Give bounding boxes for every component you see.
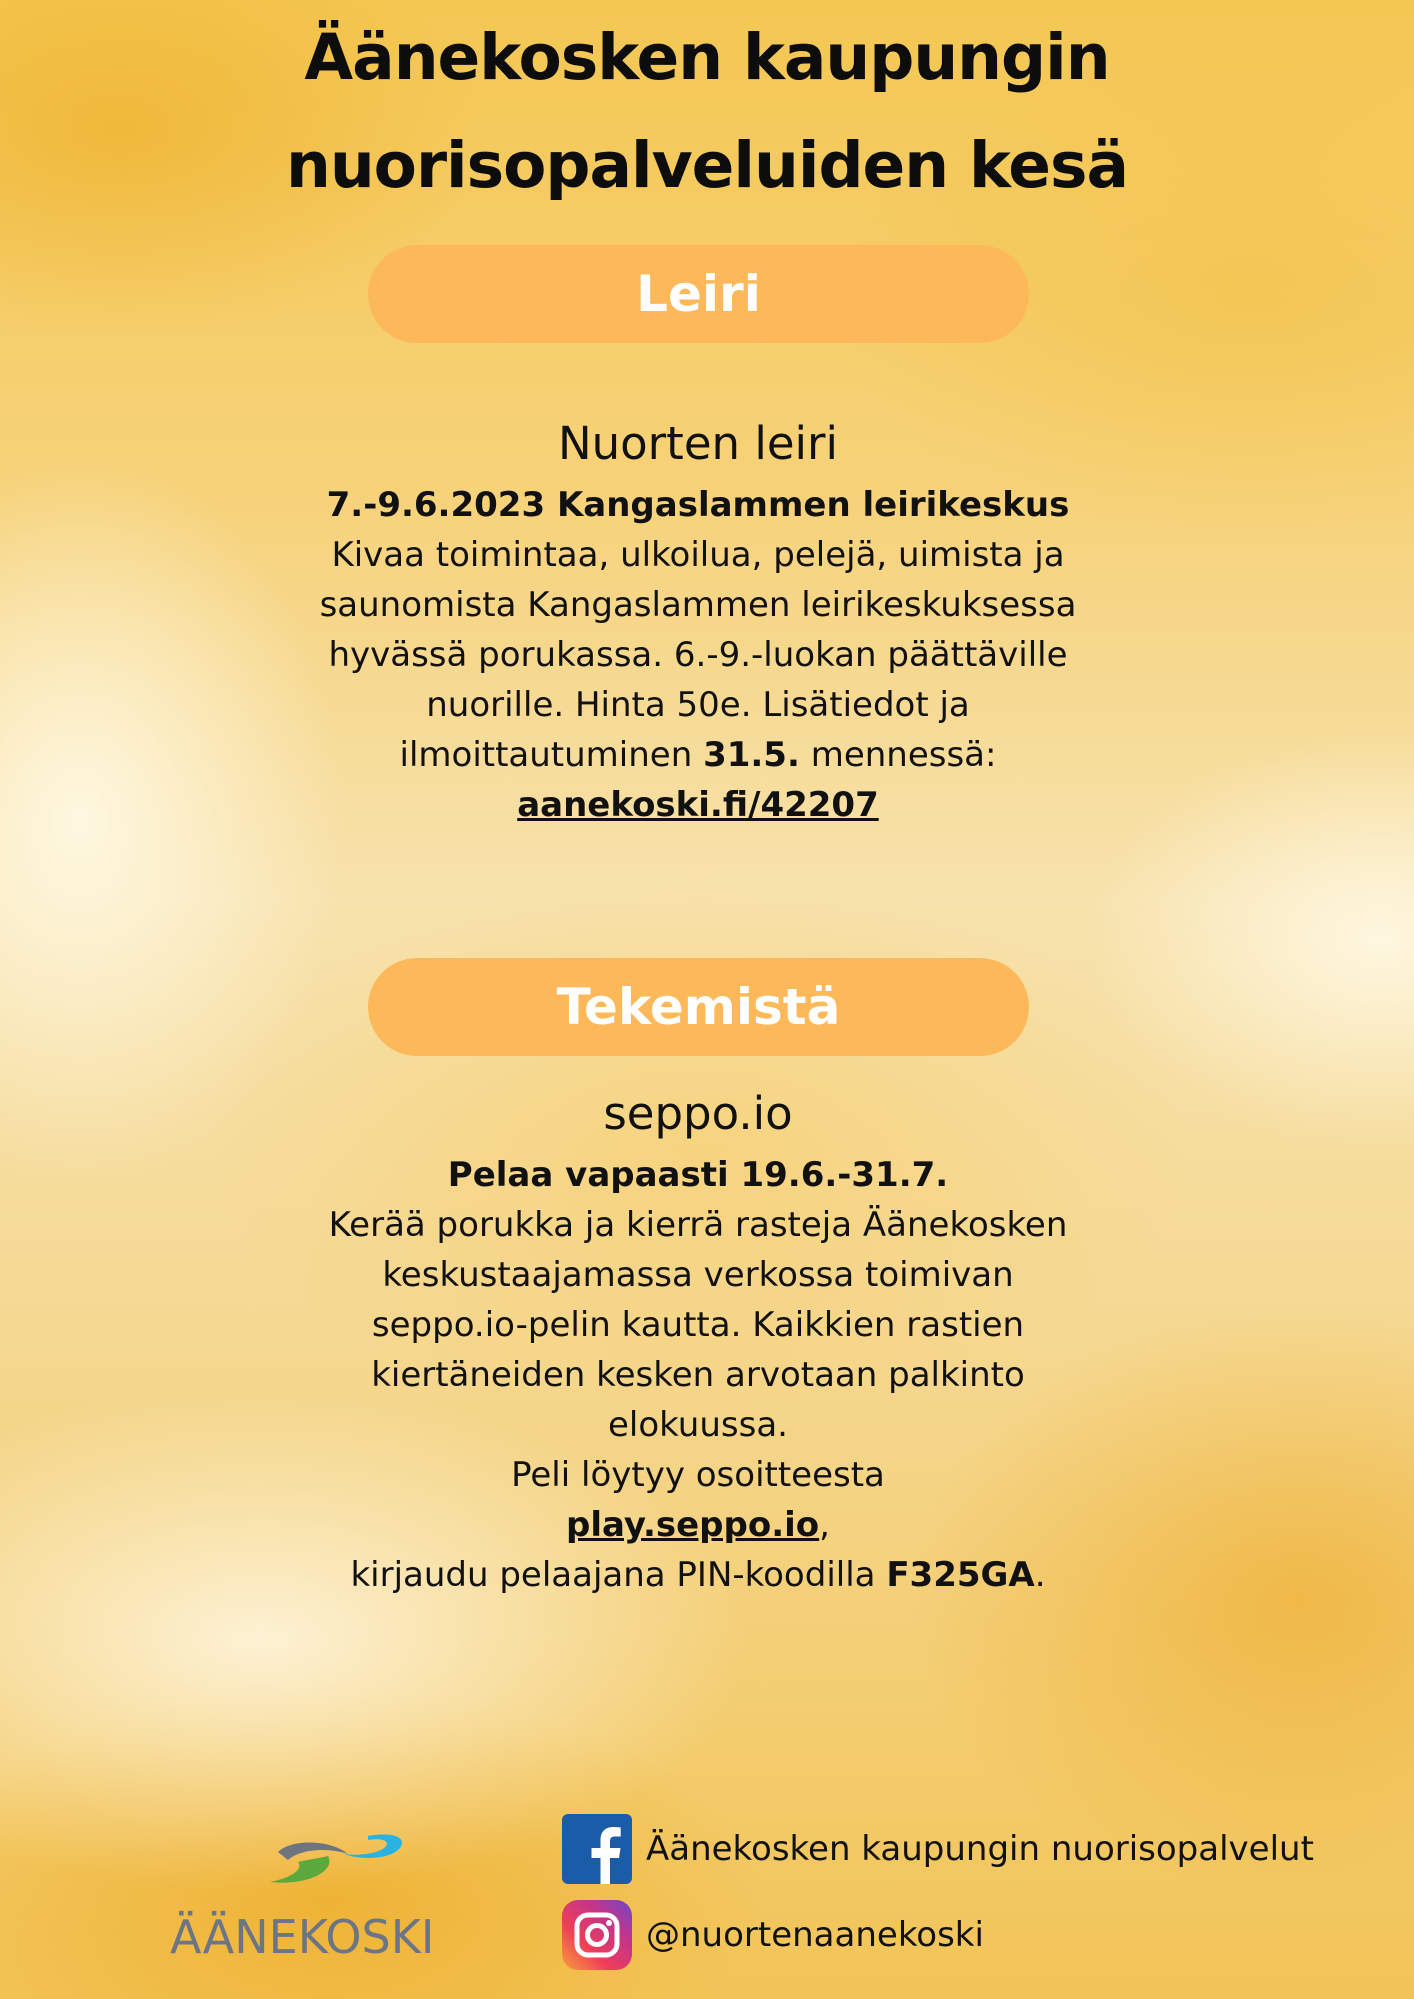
- camp-registration-text: ilmoittautuminen: [399, 735, 704, 775]
- camp-link[interactable]: aanekoski.fi/42207: [517, 785, 879, 825]
- activities-heading: seppo.io: [603, 1087, 793, 1140]
- camp-section: [300, 414, 1096, 830]
- camp-dates: 7.-9.6.2023 Kangaslammen leirikeskus: [326, 485, 1070, 525]
- instagram-handle: @nuortenaanekoski: [646, 1915, 984, 1955]
- activities-login-line: [300, 1550, 1096, 1600]
- facebook-label: Äänekosken kaupungin nuorisopalvelut: [646, 1829, 1314, 1869]
- activities-desc-line: Kerää porukka ja kierrä rasteja Äänekosken: [328, 1205, 1068, 1245]
- camp-desc-line: nuorille. Hinta 50e. Lisätiedot ja: [426, 685, 970, 725]
- page-title: [0, 4, 1414, 220]
- camp-registration-suffix: mennessä:: [799, 735, 997, 775]
- activities-desc-line: seppo.io-pelin kautta. Kaikkien rastien: [371, 1305, 1025, 1345]
- camp-desc-line: saunomista Kangaslammen leirikeskuksessa: [319, 585, 1077, 625]
- facebook-icon: [562, 1814, 632, 1884]
- page-title-line-1: Äänekosken kaupungin: [304, 21, 1110, 94]
- activities-desc-line: keskustaajamassa verkossa toimivan: [382, 1255, 1014, 1295]
- aanekoski-logo-text: ÄÄNEKOSKI: [170, 1910, 435, 1964]
- camp-desc-line: Kivaa toimintaa, ulkoilua, pelejä, uimista ja: [331, 535, 1065, 575]
- facebook-link[interactable]: [562, 1814, 1314, 1884]
- activities-find-text: Peli löytyy osoitteesta: [511, 1455, 885, 1495]
- activities-pin-code: F325GA: [886, 1555, 1035, 1595]
- section-label-activities: Tekemistä: [368, 958, 1029, 1056]
- activities-login-suffix: .: [1034, 1555, 1046, 1595]
- camp-desc-line: hyvässä porukassa. 6.-9.-luokan päättäville: [328, 635, 1068, 675]
- activities-link[interactable]: play.seppo.io: [566, 1505, 820, 1545]
- activities-desc-line: elokuussa.: [608, 1405, 788, 1445]
- camp-heading: Nuorten leiri: [557, 417, 839, 470]
- page-title-line-2: nuorisopalveluiden kesä: [285, 129, 1129, 202]
- activities-desc-line: kiertäneiden kesken arvotaan palkinto: [371, 1355, 1025, 1395]
- instagram-link[interactable]: [562, 1900, 984, 1970]
- activities-link-suffix: ,: [819, 1505, 830, 1545]
- camp-registration-line: [300, 730, 1096, 780]
- camp-deadline: 31.5.: [703, 735, 800, 775]
- activities-section: [300, 1084, 1096, 1600]
- activities-play-period: Pelaa vapaasti 19.6.-31.7.: [447, 1155, 949, 1195]
- aanekoski-logo-icon: [240, 1830, 460, 1910]
- section-label-camp: Leiri: [368, 245, 1029, 343]
- instagram-icon: [562, 1900, 632, 1970]
- aanekoski-logo: [170, 1830, 460, 1970]
- activities-login-text: kirjaudu pelaajana PIN-koodilla: [350, 1555, 887, 1595]
